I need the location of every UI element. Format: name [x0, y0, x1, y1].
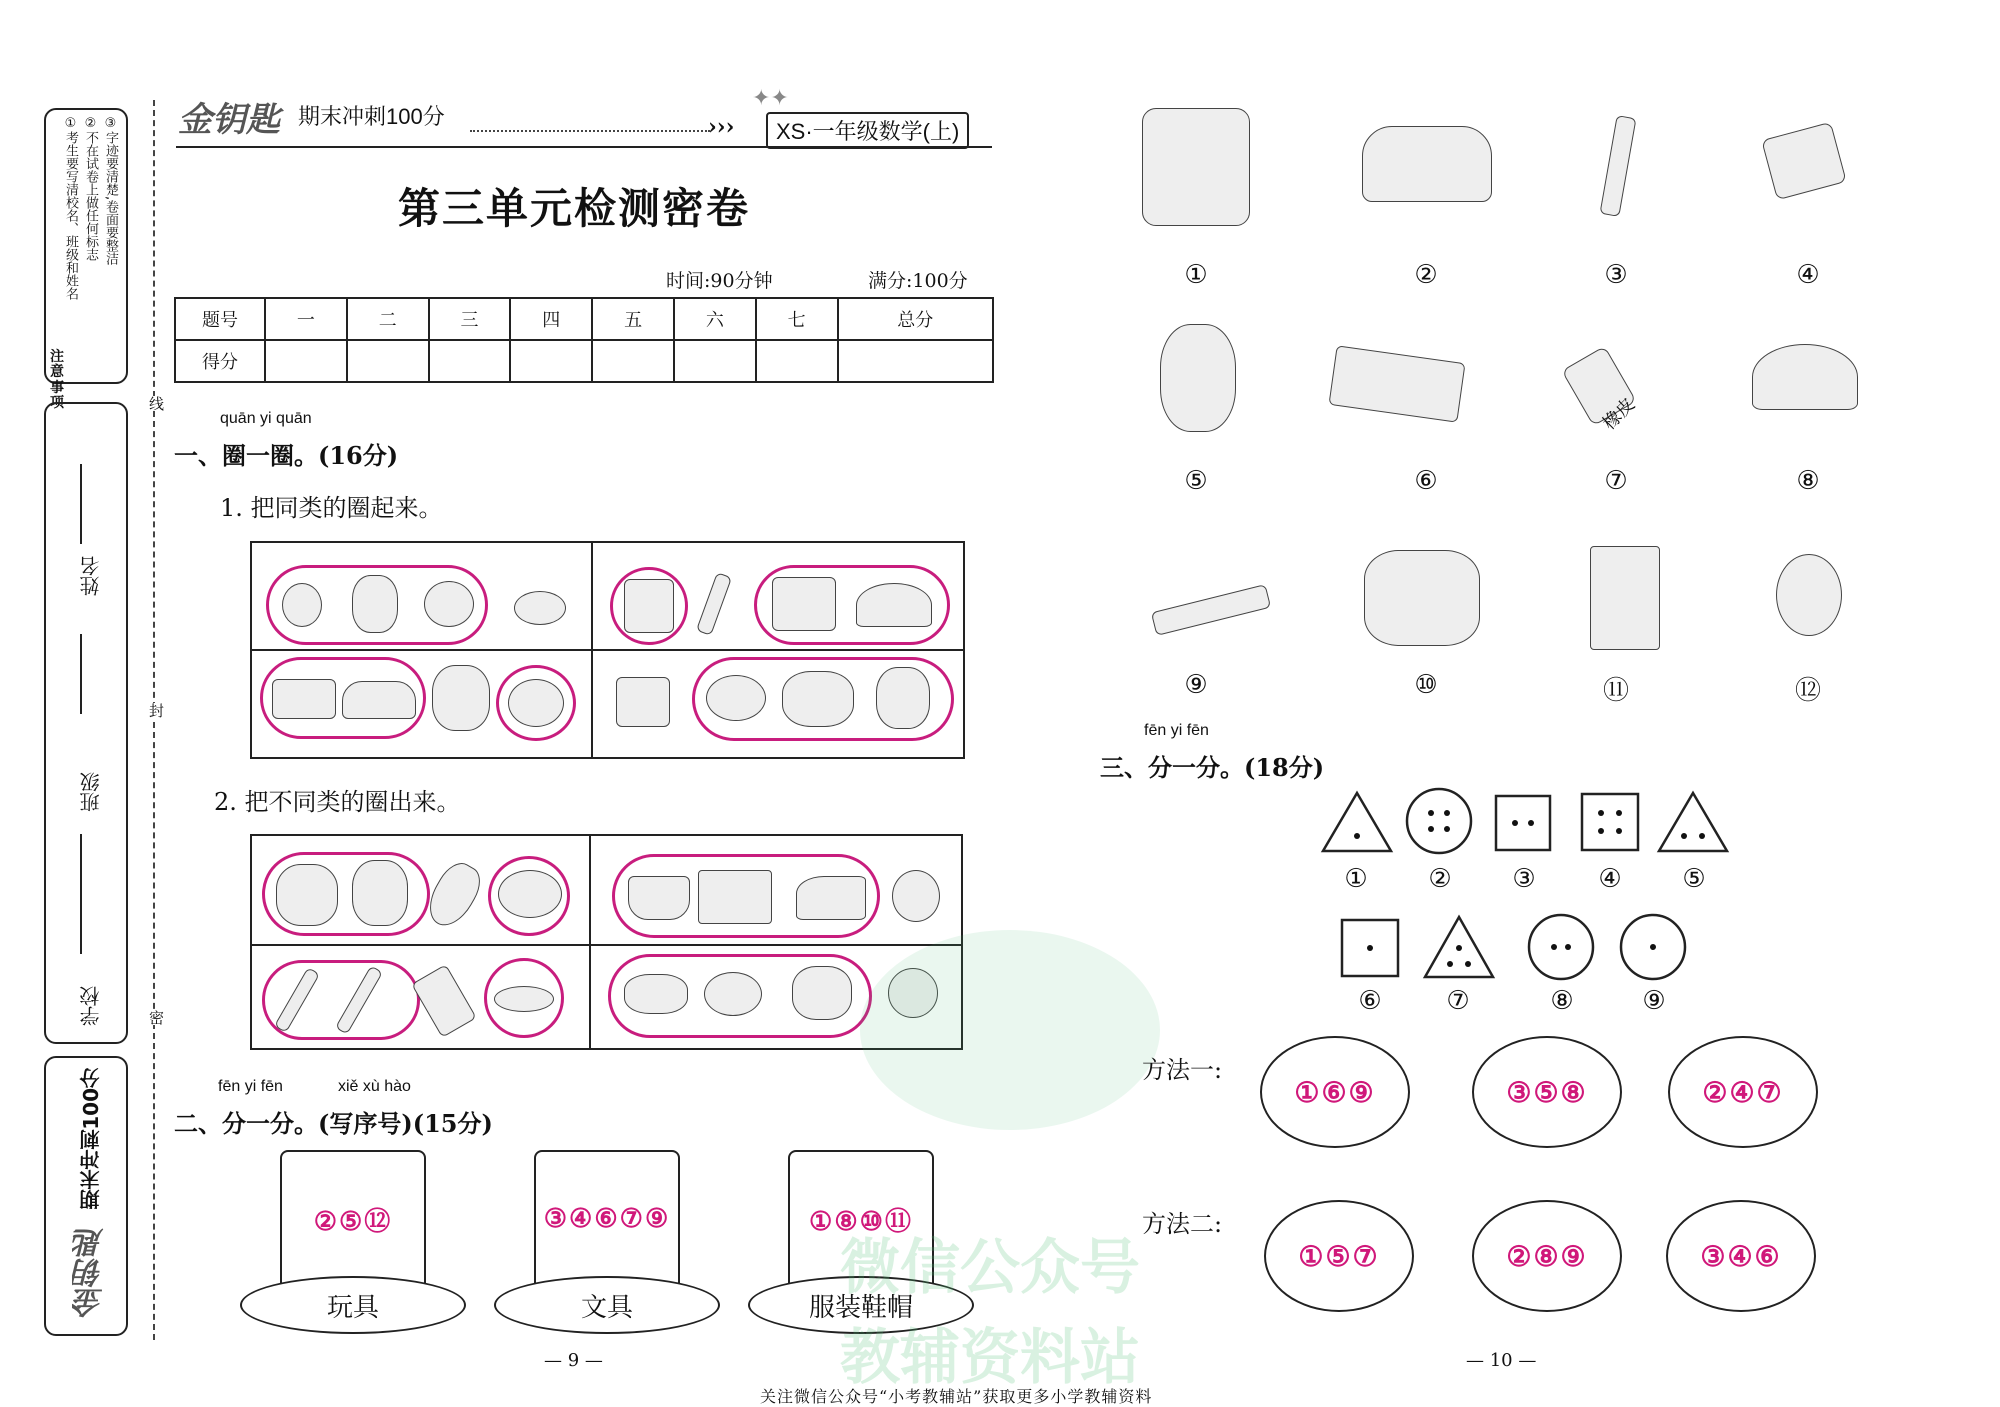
circle-shape [1526, 912, 1596, 982]
section1-title: 一、圈一圈。(16分) [174, 441, 399, 470]
cut-mark-seal: 封 [147, 703, 165, 718]
method2-group [1666, 1200, 1816, 1312]
circle-shape [1618, 912, 1688, 982]
cut-mark-secret: 密 [147, 1010, 165, 1025]
item-number: ② [1414, 260, 1438, 290]
shirt-image [624, 579, 674, 633]
toy-car-image [1362, 126, 1492, 202]
grape-image [352, 575, 398, 633]
shape-number: ② [1428, 864, 1452, 894]
cap-image [1752, 344, 1858, 410]
student-info-box [44, 402, 128, 1044]
pencil-case-image [1328, 345, 1465, 423]
q2-grid [250, 834, 963, 1050]
watermark-line-1: 微信公众号 [840, 1233, 1140, 1303]
category-box-toys [280, 1150, 426, 1288]
page-title: 第三单元检测密卷 [398, 184, 751, 233]
notice-item-1: ①考生要写清校名、班级和姓名 [63, 116, 78, 300]
score-header: 总分 [838, 298, 993, 340]
field-school: 学校 [79, 986, 103, 1026]
score-table [174, 297, 994, 383]
cut-mark-line: 线 [147, 396, 165, 411]
gloves-image [616, 677, 670, 727]
sparkle-icon: ✦✦ [752, 86, 789, 111]
score-cell[interactable] [592, 340, 674, 382]
item-number: ⑩ [1414, 670, 1438, 700]
shape-number: ① [1344, 864, 1368, 894]
section1-pinyin: quān yi quān [220, 410, 312, 427]
microwave-image [698, 870, 772, 924]
time-info: 时间:90分钟 [666, 270, 773, 292]
ambulance-image [272, 679, 336, 719]
group-answer: ①⑤⑦ [1298, 1239, 1380, 1273]
header-logo: 金钥匙 [178, 100, 280, 140]
grid-divider-h [252, 944, 961, 946]
item-number: ④ [1796, 260, 1820, 290]
header-subject: XS·一年级数学(上) [766, 112, 969, 149]
sailor-shirt-image [1142, 108, 1250, 226]
page-number-right: — 10 — [1466, 1350, 1537, 1371]
field-class: 班级 [79, 772, 103, 812]
item-number: ⑧ [1796, 466, 1820, 496]
score-table-header-row [175, 298, 993, 340]
score-header: 七 [756, 298, 838, 340]
shape-number: ④ [1598, 864, 1622, 894]
group-answer: ③⑤⑧ [1506, 1075, 1588, 1109]
shape-number: ③ [1512, 864, 1536, 894]
sharpener-image [1761, 122, 1847, 201]
section3-pinyin: fēn yi fēn [1144, 722, 1209, 739]
notice-title: 注意事项 [50, 349, 64, 412]
group-answer: ②⑧⑨ [1506, 1239, 1588, 1273]
triangle-shape [1656, 790, 1730, 854]
brand-box [44, 1056, 128, 1336]
score-header: 一 [265, 298, 347, 340]
ruler-image [1151, 584, 1271, 636]
iron-image [796, 876, 866, 920]
item-number: ⑫ [1794, 676, 1821, 706]
score-cell[interactable] [429, 340, 511, 382]
shorts-image [772, 577, 836, 631]
brand-logo: 金钥匙 [74, 1228, 109, 1318]
shape-number: ⑥ [1358, 986, 1382, 1016]
dog-image [276, 864, 338, 926]
score-cell[interactable] [265, 340, 347, 382]
shape-number: ⑦ [1446, 986, 1470, 1016]
category-box-stationery [534, 1150, 680, 1288]
watermark-logo-icon [860, 930, 1160, 1130]
question2-text: 2. 把不同类的圈出来。 [214, 788, 461, 816]
item-number: ③ [1604, 260, 1628, 290]
pliers-image [411, 964, 477, 1038]
score-cell[interactable] [510, 340, 592, 382]
method1-group [1668, 1036, 1818, 1148]
watermark-line-2: 教辅资料站 [840, 1323, 1140, 1393]
triangle-shape [1422, 914, 1496, 980]
notice-item-3: ③字迹要清楚,卷面要整洁 [103, 116, 118, 266]
score-header: 二 [347, 298, 429, 340]
square-shape [1340, 918, 1400, 978]
grid-divider-v [589, 836, 591, 1048]
name-line[interactable] [80, 464, 82, 544]
group-answer: ③④⑥ [1700, 1239, 1782, 1273]
trousers-image [1590, 546, 1660, 650]
grid-divider-h [252, 649, 963, 651]
pencil-image [1599, 115, 1636, 217]
plate-image [494, 986, 554, 1012]
page-number-left: — 9 — [544, 1350, 603, 1371]
eggplant-image [514, 591, 566, 625]
section2-pinyin: fēn yi fēn [218, 1078, 283, 1095]
square-shape [1494, 794, 1552, 852]
pencil-image [696, 572, 732, 636]
method2-group [1472, 1200, 1622, 1312]
category-answer: ②⑤⑫ [313, 1206, 393, 1237]
category-label-stationery: 文具 [494, 1276, 720, 1334]
method2-label: 方法二: [1142, 1210, 1223, 1238]
score-header: 六 [674, 298, 756, 340]
tricycle-image [508, 679, 564, 727]
score-header: 五 [592, 298, 674, 340]
section2-pinyin-2: xiě xù hào [338, 1078, 411, 1095]
rabbit-image [876, 667, 930, 729]
score-header: 三 [429, 298, 511, 340]
circle-shape [1404, 786, 1474, 856]
shape-number: ⑤ [1682, 864, 1706, 894]
cat-image [352, 860, 408, 926]
bird-image [704, 972, 762, 1016]
elephant-image [782, 671, 854, 727]
shape-number: ⑨ [1642, 986, 1666, 1016]
cut-line [153, 100, 155, 1340]
header-underline [176, 146, 992, 148]
teddy-bear-image [1160, 324, 1236, 432]
name-line-2[interactable] [80, 634, 82, 714]
group-answer: ①⑥⑨ [1294, 1075, 1376, 1109]
item-number: ⑨ [1184, 670, 1208, 700]
method1-group [1472, 1036, 1622, 1148]
cherry-image [282, 583, 322, 627]
item-number: ① [1184, 260, 1208, 290]
hat-image [856, 583, 932, 627]
brand-text: 期末冲刺100分 [79, 1068, 103, 1210]
pot-image [628, 876, 690, 920]
turtle-image [498, 870, 562, 918]
header-dots [470, 130, 710, 132]
fish-image [892, 870, 940, 922]
category-label-toys: 玩具 [240, 1276, 466, 1334]
category-answer: ③④⑥⑦⑨ [543, 1204, 671, 1234]
score-table-score-row [175, 340, 993, 382]
score-row-label: 得分 [175, 340, 265, 382]
carrot-image [420, 856, 488, 933]
class-line[interactable] [80, 834, 82, 954]
notice-item-2: ②不在试卷上做任何标志 [83, 116, 98, 261]
category-label-clothing: 服装鞋帽 [748, 1276, 974, 1334]
score-cell[interactable] [756, 340, 838, 382]
arrow-icon: ››› [708, 114, 735, 140]
score-header: 四 [510, 298, 592, 340]
footer-note: 关注微信公众号“小考教辅站”获取更多小学教辅资料 [760, 1387, 1153, 1406]
bear-image [432, 665, 490, 731]
shape-number: ⑧ [1550, 986, 1574, 1016]
square-shape [1580, 792, 1640, 852]
method1-label: 方法一: [1142, 1056, 1223, 1084]
method1-group [1260, 1036, 1410, 1148]
item-number: ⑪ [1602, 676, 1629, 706]
dolphin-image [706, 675, 766, 721]
eraser-label: 橡皮 [1598, 393, 1640, 435]
q1-grid [250, 541, 965, 759]
score-cell[interactable] [674, 340, 756, 382]
score-cell[interactable] [838, 340, 993, 382]
full-score-info: 满分:100分 [868, 270, 968, 292]
header-series: 期末冲刺100分 [298, 104, 445, 129]
group-answer: ②④⑦ [1702, 1075, 1784, 1109]
item-number: ⑥ [1414, 466, 1438, 496]
question1-text: 1. 把同类的圈起来。 [220, 494, 443, 522]
spinning-top-image [1776, 554, 1842, 636]
car-image [342, 681, 416, 719]
triangle-shape [1320, 790, 1394, 854]
score-header: 题号 [175, 298, 265, 340]
notice-box [44, 108, 128, 412]
item-number: ⑤ [1184, 466, 1208, 496]
field-name: 姓名 [79, 556, 103, 596]
butterfly-image [792, 966, 852, 1020]
dragonfly-image [624, 974, 688, 1014]
method2-group [1264, 1200, 1414, 1312]
shoes-image [1364, 550, 1480, 646]
section2-title: 二、分一分。(写序号)(15分) [174, 1109, 493, 1138]
section3-title: 三、分一分。(18分) [1100, 753, 1325, 782]
item-number: ⑦ [1604, 466, 1628, 496]
category-answer: ①⑧⑩⑪ [809, 1206, 913, 1237]
score-cell[interactable] [347, 340, 429, 382]
watermelon-image [424, 581, 474, 627]
